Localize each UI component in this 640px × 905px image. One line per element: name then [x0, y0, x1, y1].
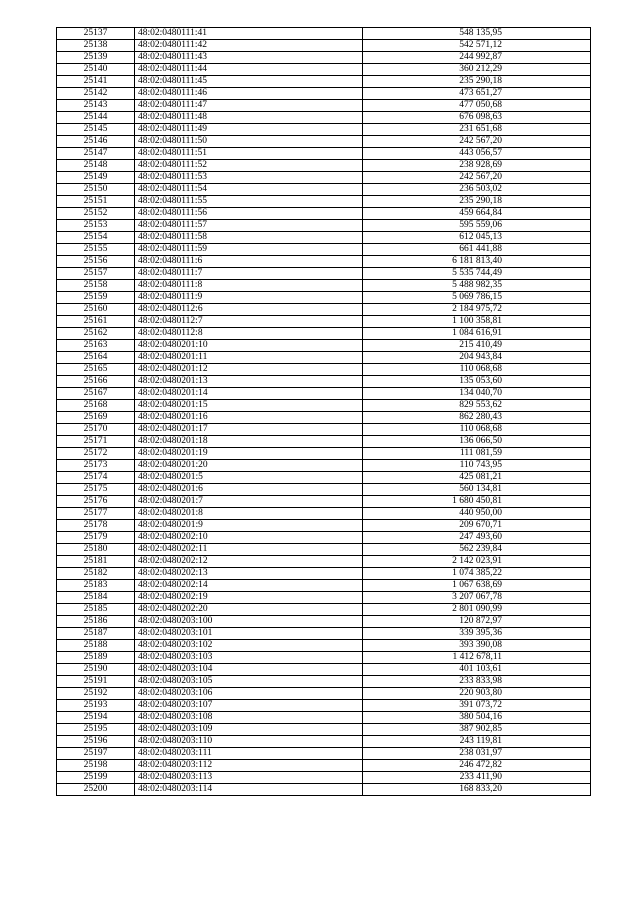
row-number: 25153 — [57, 220, 135, 232]
cadastral-number: 48:02:0480111:50 — [135, 136, 363, 148]
table-row — [57, 544, 591, 556]
cadastral-value: 120 872,97 — [363, 616, 591, 628]
table-row — [57, 700, 591, 712]
row-number: 25145 — [57, 124, 135, 136]
row-number: 25174 — [57, 472, 135, 484]
table-row — [57, 100, 591, 112]
cadastral-value: 242 567,20 — [363, 172, 591, 184]
cadastral-value: 542 571,12 — [363, 40, 591, 52]
cadastral-number: 48:02:0480111:54 — [135, 184, 363, 196]
cadastral-value-table — [56, 27, 591, 796]
cadastral-value: 2 801 090,99 — [363, 604, 591, 616]
cadastral-value: 247 493,60 — [363, 532, 591, 544]
table-row — [57, 136, 591, 148]
row-number: 25152 — [57, 208, 135, 220]
cadastral-number: 48:02:0480203:104 — [135, 664, 363, 676]
table-row — [57, 688, 591, 700]
row-number: 25187 — [57, 628, 135, 640]
row-number: 25167 — [57, 388, 135, 400]
table-row — [57, 412, 591, 424]
cadastral-number: 48:02:0480201:6 — [135, 484, 363, 496]
cadastral-value: 401 103,61 — [363, 664, 591, 676]
table-row — [57, 28, 591, 40]
table-row — [57, 340, 591, 352]
table-row — [57, 88, 591, 100]
cadastral-number: 48:02:0480201:20 — [135, 460, 363, 472]
row-number: 25179 — [57, 532, 135, 544]
table-row — [57, 196, 591, 208]
cadastral-number: 48:02:0480201:9 — [135, 520, 363, 532]
table-row — [57, 388, 591, 400]
cadastral-value: 5 069 786,15 — [363, 292, 591, 304]
table-row — [57, 52, 591, 64]
row-number: 25166 — [57, 376, 135, 388]
cadastral-number: 48:02:0480203:107 — [135, 700, 363, 712]
cadastral-number: 48:02:0480203:106 — [135, 688, 363, 700]
table-row — [57, 124, 591, 136]
row-number: 25170 — [57, 424, 135, 436]
cadastral-value: 244 992,87 — [363, 52, 591, 64]
cadastral-value: 238 031,97 — [363, 748, 591, 760]
cadastral-number: 48:02:0480111:6 — [135, 256, 363, 268]
row-number: 25139 — [57, 52, 135, 64]
table-row — [57, 508, 591, 520]
row-number: 25184 — [57, 592, 135, 604]
cadastral-value: 3 207 067,78 — [363, 592, 591, 604]
table-row — [57, 580, 591, 592]
row-number: 25169 — [57, 412, 135, 424]
cadastral-number: 48:02:0480202:19 — [135, 592, 363, 604]
row-number: 25191 — [57, 676, 135, 688]
cadastral-number: 48:02:0480201:11 — [135, 352, 363, 364]
cadastral-number: 48:02:0480111:45 — [135, 76, 363, 88]
cadastral-value: 5 535 744,49 — [363, 268, 591, 280]
cadastral-number: 48:02:0480201:18 — [135, 436, 363, 448]
table-row — [57, 328, 591, 340]
row-number: 25155 — [57, 244, 135, 256]
table-row — [57, 292, 591, 304]
row-number: 25196 — [57, 736, 135, 748]
cadastral-number: 48:02:0480111:57 — [135, 220, 363, 232]
table-row — [57, 232, 591, 244]
cadastral-number: 48:02:0480111:53 — [135, 172, 363, 184]
cadastral-value: 440 950,00 — [363, 508, 591, 520]
cadastral-number: 48:02:0480111:43 — [135, 52, 363, 64]
cadastral-number: 48:02:0480111:49 — [135, 124, 363, 136]
row-number: 25141 — [57, 76, 135, 88]
cadastral-number: 48:02:0480201:13 — [135, 376, 363, 388]
cadastral-value: 204 943,84 — [363, 352, 591, 364]
table-row — [57, 184, 591, 196]
table-row — [57, 424, 591, 436]
row-number: 25172 — [57, 448, 135, 460]
row-number: 25173 — [57, 460, 135, 472]
cadastral-value: 111 081,59 — [363, 448, 591, 460]
cadastral-number: 48:02:0480111:59 — [135, 244, 363, 256]
cadastral-value: 238 928,69 — [363, 160, 591, 172]
row-number: 25183 — [57, 580, 135, 592]
cadastral-number: 48:02:0480201:12 — [135, 364, 363, 376]
cadastral-number: 48:02:0480201:8 — [135, 508, 363, 520]
cadastral-number: 48:02:0480112:7 — [135, 316, 363, 328]
row-number: 25149 — [57, 172, 135, 184]
cadastral-number: 48:02:0480203:111 — [135, 748, 363, 760]
table-row — [57, 652, 591, 664]
table-row — [57, 712, 591, 724]
cadastral-value: 236 503,02 — [363, 184, 591, 196]
cadastral-number: 48:02:0480203:113 — [135, 772, 363, 784]
row-number: 25146 — [57, 136, 135, 148]
cadastral-value: 242 567,20 — [363, 136, 591, 148]
cadastral-value: 6 181 813,40 — [363, 256, 591, 268]
row-number: 25150 — [57, 184, 135, 196]
cadastral-value: 661 441,88 — [363, 244, 591, 256]
cadastral-value: 235 290,18 — [363, 196, 591, 208]
cadastral-number: 48:02:0480203:112 — [135, 760, 363, 772]
table-row — [57, 304, 591, 316]
table-row — [57, 664, 591, 676]
table-row — [57, 772, 591, 784]
cadastral-value: 1 100 358,81 — [363, 316, 591, 328]
row-number: 25165 — [57, 364, 135, 376]
table-row — [57, 436, 591, 448]
table-row — [57, 244, 591, 256]
table-row — [57, 160, 591, 172]
table-row — [57, 376, 591, 388]
row-number: 25177 — [57, 508, 135, 520]
cadastral-number: 48:02:0480111:44 — [135, 64, 363, 76]
cadastral-number: 48:02:0480202:10 — [135, 532, 363, 544]
cadastral-value: 380 504,16 — [363, 712, 591, 724]
cadastral-value: 676 098,63 — [363, 112, 591, 124]
row-number: 25147 — [57, 148, 135, 160]
row-number: 25189 — [57, 652, 135, 664]
cadastral-number: 48:02:0480111:41 — [135, 28, 363, 40]
cadastral-number: 48:02:0480201:7 — [135, 496, 363, 508]
cadastral-number: 48:02:0480112:6 — [135, 304, 363, 316]
row-number: 25190 — [57, 664, 135, 676]
table-row — [57, 472, 591, 484]
table-row — [57, 676, 591, 688]
cadastral-number: 48:02:0480111:47 — [135, 100, 363, 112]
row-number: 25178 — [57, 520, 135, 532]
cadastral-value: 1 680 450,81 — [363, 496, 591, 508]
cadastral-number: 48:02:0480111:42 — [135, 40, 363, 52]
cadastral-value: 215 410,49 — [363, 340, 591, 352]
table-row — [57, 268, 591, 280]
cadastral-number: 48:02:0480111:46 — [135, 88, 363, 100]
row-number: 25163 — [57, 340, 135, 352]
row-number: 25180 — [57, 544, 135, 556]
cadastral-value: 235 290,18 — [363, 76, 591, 88]
table-row — [57, 784, 591, 796]
cadastral-number: 48:02:0480203:102 — [135, 640, 363, 652]
cadastral-number: 48:02:0480201:19 — [135, 448, 363, 460]
cadastral-number: 48:02:0480112:8 — [135, 328, 363, 340]
table-row — [57, 76, 591, 88]
table-row — [57, 628, 591, 640]
table-row — [57, 256, 591, 268]
cadastral-number: 48:02:0480203:105 — [135, 676, 363, 688]
table-row — [57, 724, 591, 736]
table-row — [57, 592, 591, 604]
row-number: 25144 — [57, 112, 135, 124]
table-row — [57, 760, 591, 772]
table-row — [57, 364, 591, 376]
cadastral-number: 48:02:0480202:14 — [135, 580, 363, 592]
cadastral-value: 231 651,68 — [363, 124, 591, 136]
row-number: 25142 — [57, 88, 135, 100]
cadastral-number: 48:02:0480201:14 — [135, 388, 363, 400]
cadastral-value: 220 903,80 — [363, 688, 591, 700]
table-row — [57, 112, 591, 124]
row-number: 25194 — [57, 712, 135, 724]
cadastral-value: 110 743,95 — [363, 460, 591, 472]
table-row — [57, 616, 591, 628]
cadastral-value: 243 119,81 — [363, 736, 591, 748]
cadastral-number: 48:02:0480201:15 — [135, 400, 363, 412]
table-row — [57, 460, 591, 472]
row-number: 25185 — [57, 604, 135, 616]
table-row — [57, 352, 591, 364]
cadastral-value: 612 045,13 — [363, 232, 591, 244]
cadastral-value: 443 056,57 — [363, 148, 591, 160]
cadastral-number: 48:02:0480111:56 — [135, 208, 363, 220]
row-number: 25186 — [57, 616, 135, 628]
row-number: 25175 — [57, 484, 135, 496]
cadastral-number: 48:02:0480111:52 — [135, 160, 363, 172]
row-number: 25193 — [57, 700, 135, 712]
cadastral-value: 595 559,06 — [363, 220, 591, 232]
row-number: 25171 — [57, 436, 135, 448]
row-number: 25176 — [57, 496, 135, 508]
row-number: 25154 — [57, 232, 135, 244]
table-row — [57, 556, 591, 568]
row-number: 25181 — [57, 556, 135, 568]
table-row — [57, 172, 591, 184]
cadastral-number: 48:02:0480111:8 — [135, 280, 363, 292]
cadastral-number: 48:02:0480111:9 — [135, 292, 363, 304]
cadastral-value: 1 074 385,22 — [363, 568, 591, 580]
cadastral-value: 2 142 023,91 — [363, 556, 591, 568]
row-number: 25137 — [57, 28, 135, 40]
cadastral-number: 48:02:0480203:109 — [135, 724, 363, 736]
table-row — [57, 484, 591, 496]
document-page — [56, 27, 591, 796]
cadastral-value: 135 053,60 — [363, 376, 591, 388]
row-number: 25162 — [57, 328, 135, 340]
row-number: 25164 — [57, 352, 135, 364]
cadastral-value: 360 212,29 — [363, 64, 591, 76]
cadastral-value: 391 073,72 — [363, 700, 591, 712]
table-row — [57, 640, 591, 652]
table-row — [57, 532, 591, 544]
cadastral-value: 209 670,71 — [363, 520, 591, 532]
cadastral-value: 387 902,85 — [363, 724, 591, 736]
row-number: 25151 — [57, 196, 135, 208]
cadastral-value: 136 066,50 — [363, 436, 591, 448]
row-number: 25160 — [57, 304, 135, 316]
cadastral-number: 48:02:0480111:7 — [135, 268, 363, 280]
table-row — [57, 40, 591, 52]
table-body — [57, 28, 591, 796]
row-number: 25195 — [57, 724, 135, 736]
table-row — [57, 316, 591, 328]
table-row — [57, 220, 591, 232]
row-number: 25158 — [57, 280, 135, 292]
row-number: 25161 — [57, 316, 135, 328]
cadastral-value: 110 068,68 — [363, 424, 591, 436]
cadastral-number: 48:02:0480201:17 — [135, 424, 363, 436]
cadastral-value: 459 664,84 — [363, 208, 591, 220]
cadastral-value: 425 081,21 — [363, 472, 591, 484]
cadastral-number: 48:02:0480203:114 — [135, 784, 363, 796]
cadastral-value: 829 553,62 — [363, 400, 591, 412]
cadastral-value: 1 067 638,69 — [363, 580, 591, 592]
cadastral-number: 48:02:0480201:16 — [135, 412, 363, 424]
cadastral-value: 2 184 975,72 — [363, 304, 591, 316]
row-number: 25199 — [57, 772, 135, 784]
cadastral-value: 5 488 982,35 — [363, 280, 591, 292]
table-row — [57, 520, 591, 532]
table-row — [57, 148, 591, 160]
row-number: 25148 — [57, 160, 135, 172]
row-number: 25198 — [57, 760, 135, 772]
cadastral-value: 233 833,98 — [363, 676, 591, 688]
row-number: 25140 — [57, 64, 135, 76]
row-number: 25200 — [57, 784, 135, 796]
cadastral-number: 48:02:0480201:5 — [135, 472, 363, 484]
cadastral-value: 233 411,90 — [363, 772, 591, 784]
cadastral-number: 48:02:0480111:55 — [135, 196, 363, 208]
table-row — [57, 64, 591, 76]
cadastral-number: 48:02:0480202:11 — [135, 544, 363, 556]
cadastral-number: 48:02:0480203:103 — [135, 652, 363, 664]
cadastral-number: 48:02:0480203:100 — [135, 616, 363, 628]
cadastral-value: 562 239,84 — [363, 544, 591, 556]
cadastral-value: 473 651,27 — [363, 88, 591, 100]
cadastral-number: 48:02:0480111:58 — [135, 232, 363, 244]
cadastral-number: 48:02:0480202:12 — [135, 556, 363, 568]
cadastral-value: 560 134,81 — [363, 484, 591, 496]
cadastral-value: 862 280,43 — [363, 412, 591, 424]
cadastral-value: 246 472,82 — [363, 760, 591, 772]
table-row — [57, 748, 591, 760]
table-row — [57, 496, 591, 508]
cadastral-number: 48:02:0480203:101 — [135, 628, 363, 640]
cadastral-value: 393 390,08 — [363, 640, 591, 652]
cadastral-value: 134 040,70 — [363, 388, 591, 400]
row-number: 25138 — [57, 40, 135, 52]
cadastral-value: 477 050,68 — [363, 100, 591, 112]
cadastral-number: 48:02:0480202:20 — [135, 604, 363, 616]
row-number: 25157 — [57, 268, 135, 280]
cadastral-number: 48:02:0480111:51 — [135, 148, 363, 160]
table-row — [57, 280, 591, 292]
cadastral-value: 1 084 616,91 — [363, 328, 591, 340]
row-number: 25143 — [57, 100, 135, 112]
cadastral-number: 48:02:0480111:48 — [135, 112, 363, 124]
table-row — [57, 448, 591, 460]
cadastral-number: 48:02:0480202:13 — [135, 568, 363, 580]
cadastral-value: 110 068,68 — [363, 364, 591, 376]
row-number: 25197 — [57, 748, 135, 760]
cadastral-value: 1 412 678,11 — [363, 652, 591, 664]
row-number: 25192 — [57, 688, 135, 700]
table-row — [57, 568, 591, 580]
table-row — [57, 736, 591, 748]
table-row — [57, 208, 591, 220]
cadastral-number: 48:02:0480201:10 — [135, 340, 363, 352]
cadastral-value: 168 833,20 — [363, 784, 591, 796]
cadastral-value: 339 395,36 — [363, 628, 591, 640]
cadastral-number: 48:02:0480203:110 — [135, 736, 363, 748]
table-row — [57, 400, 591, 412]
row-number: 25188 — [57, 640, 135, 652]
row-number: 25156 — [57, 256, 135, 268]
cadastral-value: 548 135,95 — [363, 28, 591, 40]
table-row — [57, 604, 591, 616]
row-number: 25159 — [57, 292, 135, 304]
cadastral-number: 48:02:0480203:108 — [135, 712, 363, 724]
row-number: 25168 — [57, 400, 135, 412]
row-number: 25182 — [57, 568, 135, 580]
